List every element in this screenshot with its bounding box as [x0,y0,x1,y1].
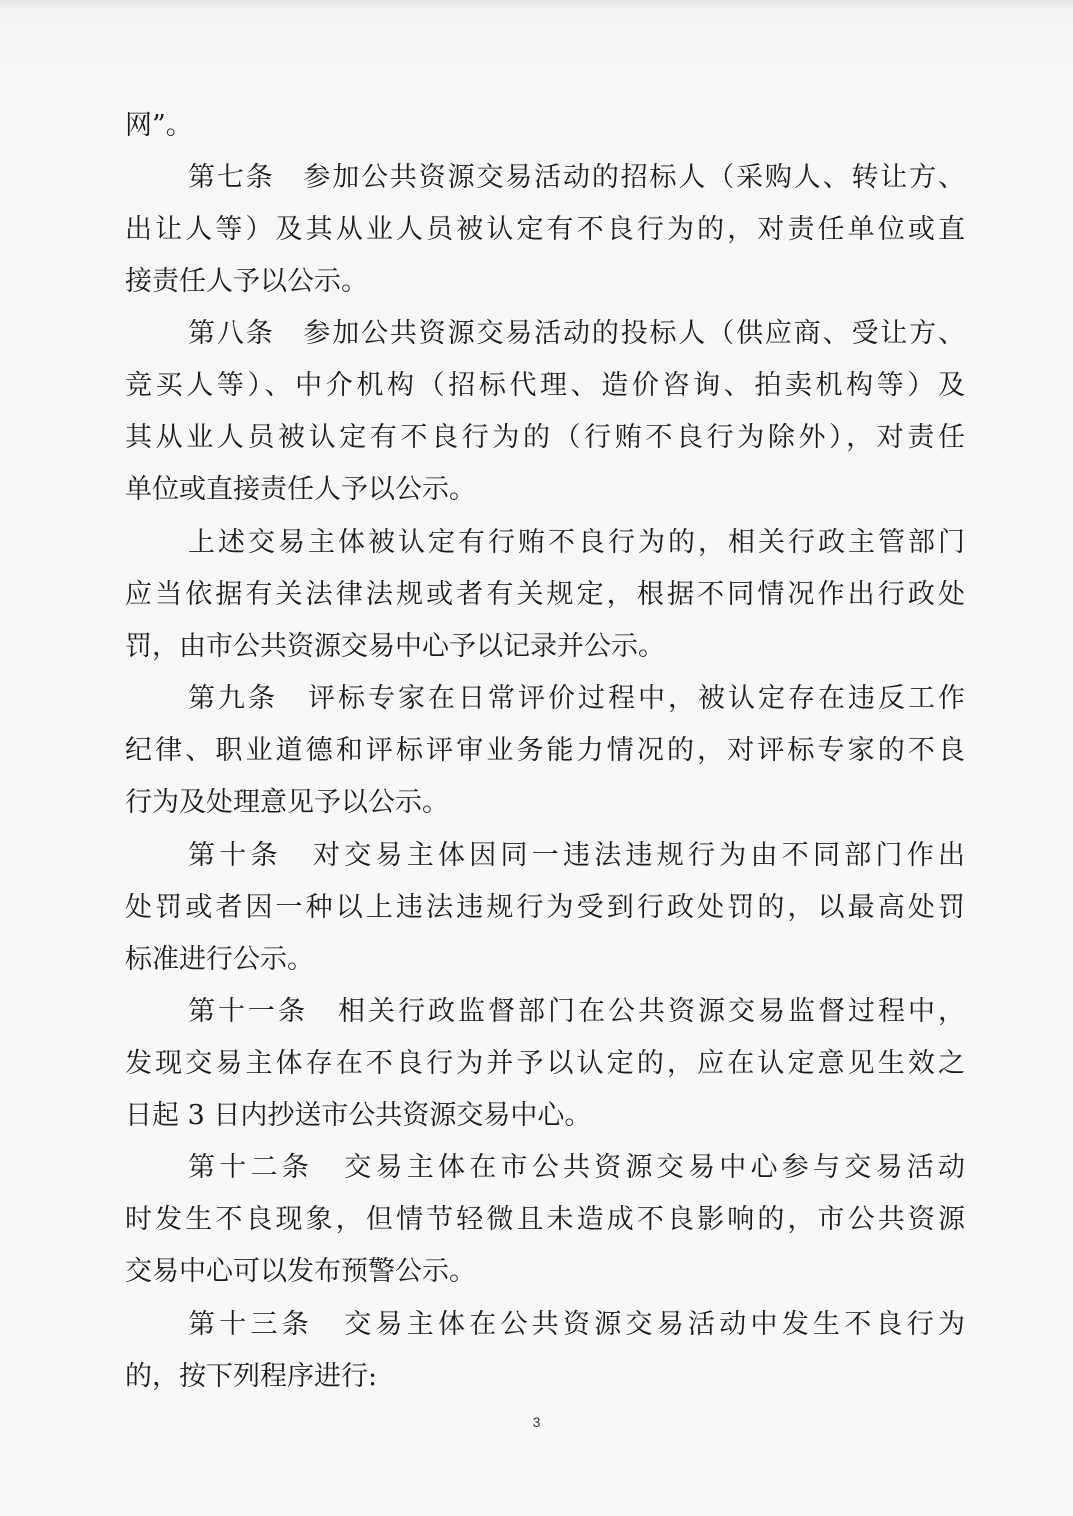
text-line: 时发生不良现象，但情节轻微且未造成不良影响的，市公共资源 [125,1204,965,1235]
text-line: 发现交易主体存在不良行为并予以认定的，应在认定意见生效之 [125,1048,965,1079]
text-line: 应当依据有关法律法规或者有关规定，根据不同情况作出行政处 [125,579,965,610]
text-line: 其从业人员被认定有不良行为的（行贿不良行为除外），对责任 [125,422,965,453]
text-line: 单位或直接责任人予以公示。 [125,474,476,505]
text-line: 标准进行公示。 [125,944,314,975]
text-line: 处罚或者因一种以上违法违规行为受到行政处罚的，以最高处罚 [125,892,965,923]
text-line: 出让人等）及其从业人员被认定有不良行为的，对责任单位或直 [125,214,965,245]
article-13-line: 第十三条 交易主体在公共资源交易活动中发生不良行为 [188,1309,965,1340]
scan-edge [0,0,1073,10]
article-11-line: 第十一条 相关行政监督部门在公共资源交易监督过程中， [188,996,965,1027]
text-line: 竞买人等）、中介机构（招标代理、造价咨询、拍卖机构等）及 [125,370,965,401]
article-12-line: 第十二条 交易主体在市公共资源交易中心参与交易活动 [188,1152,965,1183]
text-line: 的，按下列程序进行: [125,1361,378,1392]
text-line: 接责任人予以公示。 [125,266,368,297]
paragraph-line: 上述交易主体被认定有行贿不良行为的，相关行政主管部门 [188,527,965,558]
text-line: 日起 3 日内抄送市公共资源交易中心。 [125,1100,592,1131]
text-line: 行为及处理意见予以公示。 [125,787,449,818]
text-line: 网”。 [125,110,193,141]
page-number: 3 [532,1414,541,1430]
text-line: 纪律、职业道德和评标评审业务能力情况的，对评标专家的不良 [125,735,965,766]
article-9-line: 第九条 评标专家在日常评价过程中，被认定存在违反工作 [188,683,965,714]
article-8-line: 第八条 参加公共资源交易活动的投标人（供应商、受让方、 [188,318,965,349]
text-line: 罚，由市公共资源交易中心予以记录并公示。 [125,631,665,662]
text-line: 交易中心可以发布预警公示。 [125,1256,476,1287]
article-7-line: 第七条 参加公共资源交易活动的招标人（采购人、转让方、 [188,162,965,193]
article-10-line: 第十条 对交易主体因同一违法违规行为由不同部门作出 [188,840,965,871]
